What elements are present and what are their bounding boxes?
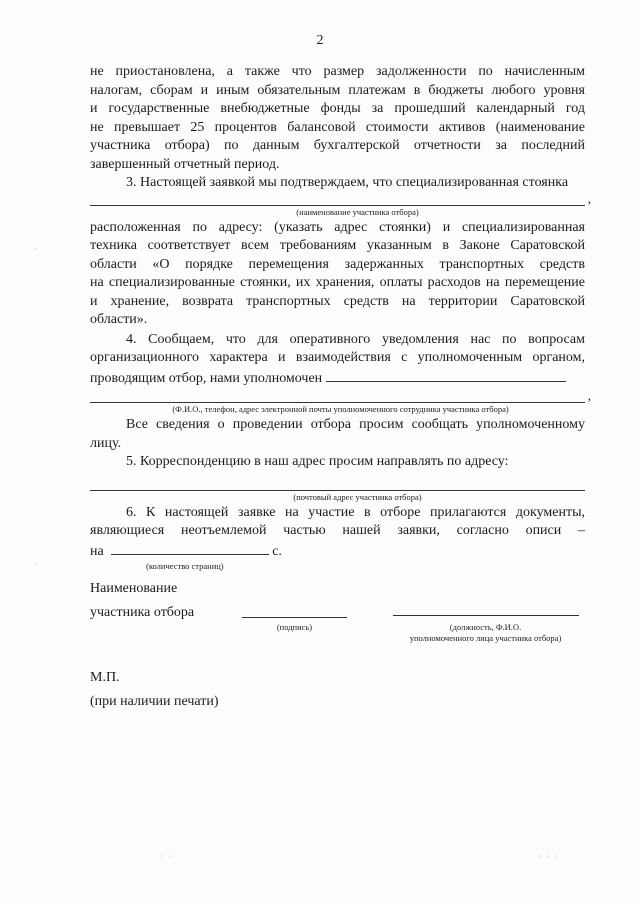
p5-text: 5. Корреспонденцию в наш адрес просим направлять по адресу: [126, 454, 509, 469]
pages-count-caption: (количество страниц) [146, 561, 224, 571]
p4-line: 4. Сообщаем, что для оперативного уведомления нас по вопросам [126, 331, 585, 347]
p6-s: с. [272, 543, 282, 559]
participant-name-label [90, 580, 194, 622]
p3-line: области «О порядке перемещения задержанных транспортных средств [90, 256, 585, 272]
scan-artifact: · [34, 560, 39, 569]
position-name-field[interactable] [393, 614, 579, 616]
p6-pages-line [90, 541, 585, 562]
p1-line: не превышает 25 процентов балансовой стоимости активов (наименование [90, 119, 585, 135]
position-caption [383, 622, 588, 644]
stamp-note: (при наличии печати) [90, 693, 219, 709]
paragraph-4 [90, 331, 591, 502]
stamp-mp: М.П. [90, 670, 120, 685]
p1-line: участника отбора) по данным бухгалтерской отчетности за последний [90, 138, 585, 153]
authorized-person-field[interactable] [326, 368, 566, 382]
p3-line: на специализированные стоянки, их хранения, оплаты расходов на перемещение [90, 275, 585, 290]
page-number: 2 [316, 33, 324, 48]
document-body [90, 63, 591, 571]
postal-address-caption: (почтовый адрес участника отбора) [293, 491, 422, 502]
p1-line: и государственные внебюджетные фонды за прошедший календарный год [90, 101, 585, 116]
p1-line: завершенный отчетный период. [90, 156, 280, 172]
p4-last-text: проводящим отбор, нами уполномочен [90, 370, 323, 386]
paragraph-3 [90, 174, 591, 330]
p6-line: 6. К настоящей заявке на участие в отборе прилагаются документы, [126, 504, 585, 520]
p3-first-line: 3. Настоящей заявкой мы подтверждаем, что специализированная стоянка [126, 175, 569, 190]
p3-line: техника соответствует всем требованиям указанным в Законе Саратовской [90, 238, 585, 253]
sig-name-line-2: участника отбора [90, 604, 195, 620]
participant-name-field[interactable]: , [90, 193, 585, 206]
postal-address-field[interactable] [90, 472, 585, 491]
paragraph-1 [90, 63, 585, 174]
sig-name-line-1: Наименование [90, 581, 178, 596]
position-caption-line-2: уполномоченного лица участника отбора) [409, 633, 562, 643]
authorized-person-contacts-field[interactable]: , [90, 388, 585, 403]
signature-caption: (подпись) [276, 622, 313, 632]
scan-artifact: · [34, 245, 39, 254]
scan-artifact: · · [160, 852, 174, 861]
p3-line: области». [90, 312, 148, 327]
paragraph-6 [90, 504, 585, 572]
p3-line: расположенная по адресу: (указать адрес стоянки) и специализированная [90, 219, 585, 235]
position-caption-line-1: (должность, Ф.И.О. [449, 622, 522, 632]
scan-artifact: · · · [538, 852, 560, 861]
p4-last-line [90, 368, 585, 389]
p1-line: налогам, сборам и иным обязательным платежам в бюджеты любого уровня [90, 82, 585, 98]
participant-name-caption: (наименование участника отбора) [296, 206, 419, 217]
p1-line: не приостановлена, а также что размер задолженности по начисленным [90, 64, 585, 79]
pages-count-field[interactable] [111, 541, 269, 555]
p6-line: являющиеся неотъемлемой частью нашей заявки, согласно описи – [90, 523, 585, 538]
stamp-block [90, 669, 219, 711]
p4-line: организационного характера и взаимодействия с уполномоченным органом, [90, 350, 585, 365]
p4-all-info: Все сведения о проведении отбора просим сообщать уполномоченному лицу. [90, 417, 585, 451]
authorized-person-caption: (Ф.И.О., телефон, адрес электронной почты уполномоченного сотрудника участника отбора) [172, 404, 509, 414]
p3-line: и хранение, возврата транспортных средств на территории Саратовской [90, 293, 585, 309]
signature-field[interactable] [242, 616, 347, 618]
p6-na: на [90, 543, 104, 559]
